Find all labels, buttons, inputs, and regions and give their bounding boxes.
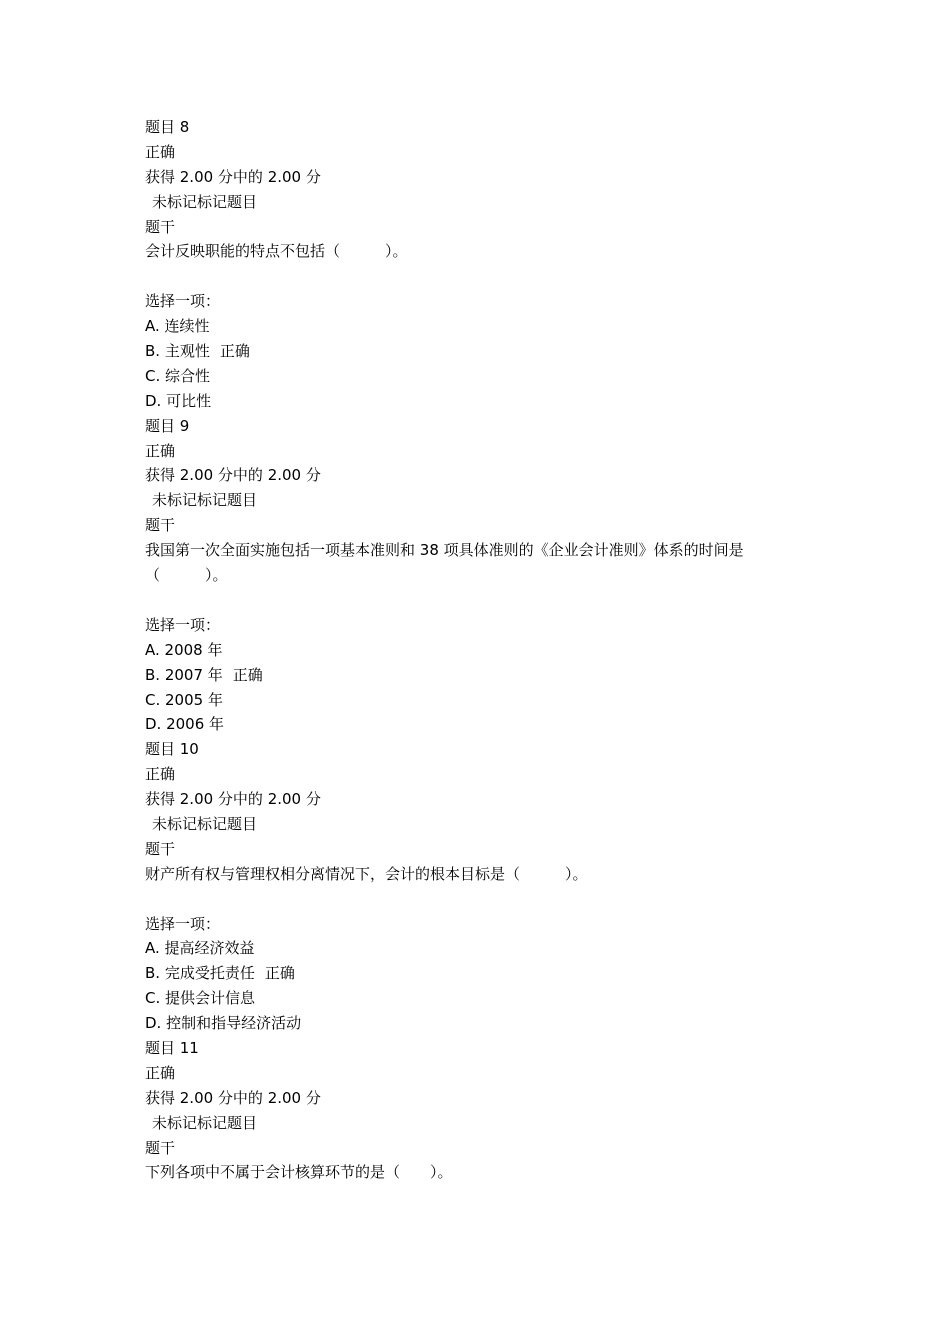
- answer-option[interactable]: [145, 389, 825, 414]
- answer-option[interactable]: [145, 688, 825, 713]
- option-text: C. 提供会计信息: [145, 989, 256, 1008]
- question-block-9: [145, 414, 825, 738]
- answer-option[interactable]: [145, 986, 825, 1011]
- answer-option[interactable]: [145, 314, 825, 339]
- question-stem-label: 题干: [145, 839, 176, 858]
- option-text: C. 综合性: [145, 366, 211, 385]
- answer-option[interactable]: [145, 961, 825, 986]
- answer-option[interactable]: [145, 364, 825, 389]
- question-score: 获得 2.00 分中的 2.00 分: [145, 1088, 321, 1107]
- question-number: 题目 8: [145, 118, 190, 136]
- question-stem-label: 题干: [145, 516, 176, 535]
- choice-prompt: 选择一项：: [145, 914, 221, 933]
- option-text: B. 完成受托责任: [145, 964, 255, 983]
- choice-prompt: 选择一项：: [145, 292, 221, 311]
- correct-mark: 正确: [219, 342, 250, 361]
- question-status: 正确: [145, 142, 176, 161]
- option-text: A. 提高经济效益: [145, 939, 255, 958]
- question-status: 正确: [145, 765, 176, 784]
- spacer: [145, 264, 825, 289]
- flag-question-link[interactable]: 未标记标记题目: [152, 491, 258, 510]
- question-block-11: [145, 1036, 825, 1185]
- question-status: 正确: [145, 1063, 176, 1082]
- question-stem-label: 题干: [145, 217, 176, 236]
- option-text: A. 2008 年: [145, 640, 223, 659]
- question-number: 题目 11: [145, 1038, 199, 1057]
- answer-option[interactable]: [145, 936, 825, 961]
- option-text: D. 控制和指导经济活动: [145, 1014, 302, 1033]
- choice-prompt: 选择一项：: [145, 615, 221, 634]
- question-number: 题目 9: [145, 416, 190, 435]
- answer-option[interactable]: [145, 1011, 825, 1036]
- option-text: D. 2006 年: [145, 715, 225, 734]
- option-text: C. 2005 年: [145, 690, 223, 709]
- question-text: 会计反映职能的特点不包括（ ）。: [145, 242, 408, 261]
- answer-option[interactable]: [145, 339, 825, 364]
- answer-option[interactable]: [145, 712, 825, 737]
- flag-question-link[interactable]: 未标记标记题目: [152, 814, 258, 833]
- question-score: 获得 2.00 分中的 2.00 分: [145, 167, 321, 186]
- flag-question-link[interactable]: 未标记标记题目: [152, 1113, 258, 1132]
- correct-mark: 正确: [264, 964, 295, 983]
- question-block-8: [145, 115, 825, 414]
- question-number: 题目 10: [145, 740, 199, 759]
- answer-option[interactable]: [145, 663, 825, 688]
- question-score: 获得 2.00 分中的 2.00 分: [145, 466, 321, 485]
- question-text: 我国第一次全面实施包括一项基本准则和 38 项具体准则的《企业会计准则》体系的时间是（ ）。: [145, 541, 744, 585]
- option-text: B. 主观性: [145, 342, 210, 361]
- flag-question-link[interactable]: 未标记标记题目: [152, 192, 258, 211]
- question-score: 获得 2.00 分中的 2.00 分: [145, 790, 321, 809]
- option-text: D. 可比性: [145, 391, 212, 410]
- document-page: [145, 115, 825, 1185]
- question-text: 下列各项中不属于会计核算环节的是（ ）。: [145, 1163, 453, 1182]
- question-stem-label: 题干: [145, 1138, 176, 1157]
- spacer: [145, 588, 825, 613]
- option-text: B. 2007 年: [145, 665, 223, 684]
- question-text: 财产所有权与管理权相分离情况下，会计的根本目标是（ ）。: [145, 864, 588, 883]
- answer-option[interactable]: [145, 638, 825, 663]
- correct-mark: 正确: [232, 665, 263, 684]
- option-text: A. 连续性: [145, 317, 210, 336]
- question-block-10: [145, 737, 825, 1036]
- question-status: 正确: [145, 441, 176, 460]
- spacer: [145, 887, 825, 912]
